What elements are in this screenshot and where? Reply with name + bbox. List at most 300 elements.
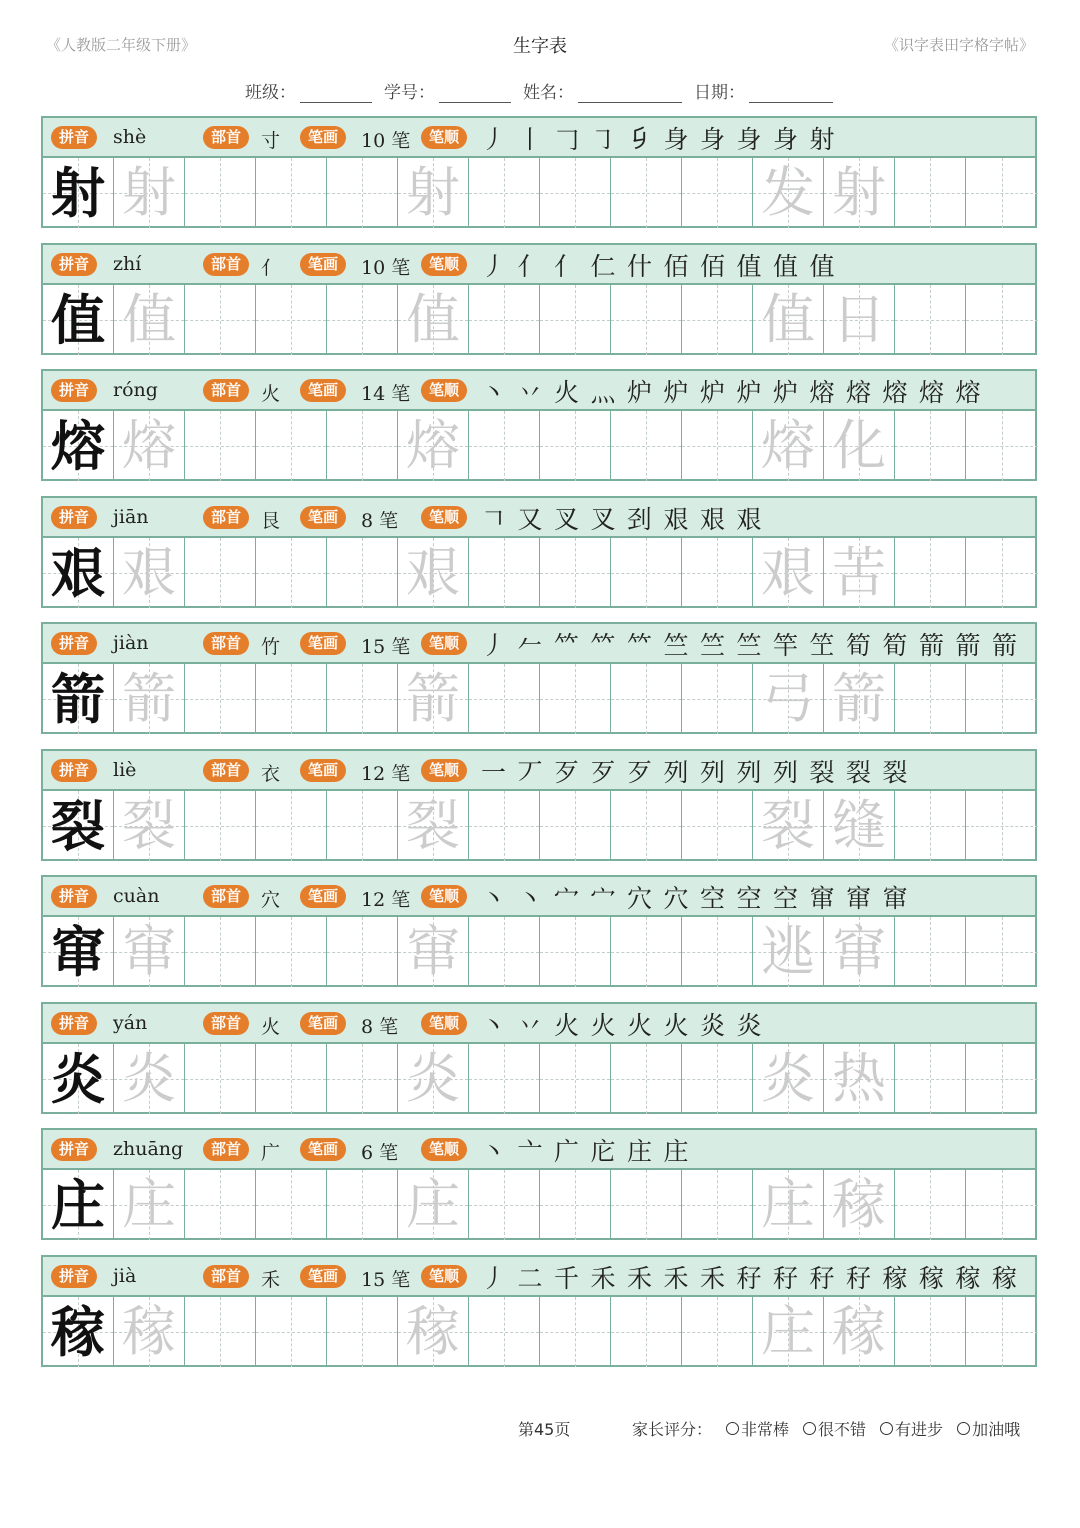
empty-practice-cell[interactable] bbox=[327, 1044, 398, 1114]
trace-character-cell[interactable] bbox=[114, 917, 185, 987]
stroke-order-badge: 笔顺 bbox=[421, 506, 467, 529]
model-character-cell[interactable] bbox=[43, 1170, 114, 1240]
character-glyph: 逃 bbox=[761, 920, 815, 983]
character-glyph: 稼 bbox=[832, 1300, 886, 1363]
stroke-step: 秄 bbox=[773, 1264, 799, 1293]
stroke-step: 𠃌 bbox=[554, 125, 580, 154]
empty-practice-cell[interactable] bbox=[185, 664, 256, 734]
trace-character-cell[interactable] bbox=[398, 411, 469, 481]
character-glyph: 射 bbox=[832, 161, 886, 224]
stroke-step: 射 bbox=[809, 125, 835, 154]
character-glyph: 箭 bbox=[406, 667, 460, 730]
stroke-step: 炉 bbox=[700, 378, 726, 407]
empty-practice-cell[interactable] bbox=[185, 411, 256, 481]
stroke-order-badge: 笔顺 bbox=[421, 759, 467, 782]
stroke-step: 熔 bbox=[809, 378, 835, 407]
empty-practice-cell[interactable] bbox=[682, 664, 753, 734]
character-info-bar bbox=[43, 118, 1035, 158]
empty-practice-cell[interactable] bbox=[966, 917, 1038, 987]
character-glyph: 熔 bbox=[406, 414, 460, 477]
character-glyph: 箭 bbox=[51, 667, 105, 731]
word-character-cell[interactable] bbox=[753, 411, 824, 481]
empty-practice-cell[interactable] bbox=[256, 664, 327, 734]
empty-practice-cell[interactable] bbox=[895, 917, 966, 987]
rating-option-improved[interactable]: 有进步 bbox=[880, 1417, 943, 1440]
word-character-cell[interactable] bbox=[824, 411, 895, 481]
character-glyph: 窜 bbox=[406, 920, 460, 983]
radio-circle-icon bbox=[880, 1422, 893, 1435]
character-glyph: 庄 bbox=[761, 1300, 815, 1363]
empty-practice-cell[interactable] bbox=[256, 411, 327, 481]
word-character-cell[interactable] bbox=[824, 917, 895, 987]
pinyin-value: jià bbox=[113, 1265, 137, 1287]
empty-practice-cell[interactable] bbox=[540, 158, 611, 228]
stroke-step: 仁 bbox=[590, 252, 616, 281]
stroke-order-badge: 笔顺 bbox=[421, 253, 467, 276]
word-character-cell[interactable] bbox=[753, 917, 824, 987]
empty-practice-cell[interactable] bbox=[895, 664, 966, 734]
stroke-step: 列 bbox=[736, 758, 762, 787]
trace-character-cell[interactable] bbox=[398, 664, 469, 734]
stroke-order-badge: 笔顺 bbox=[421, 1138, 467, 1161]
empty-practice-cell[interactable] bbox=[682, 1297, 753, 1367]
stroke-step: 裂 bbox=[882, 758, 908, 787]
empty-practice-cell[interactable] bbox=[540, 1170, 611, 1240]
character-glyph: 炎 bbox=[761, 1047, 815, 1110]
character-glyph: 化 bbox=[832, 414, 886, 477]
trace-character-cell[interactable] bbox=[114, 791, 185, 861]
stroke-step: 叉 bbox=[554, 505, 580, 534]
stroke-step: 火 bbox=[554, 378, 580, 407]
stroke-count-value: 12 笔 bbox=[361, 889, 411, 911]
radical-value: 亻 bbox=[261, 257, 281, 279]
empty-practice-cell[interactable] bbox=[256, 917, 327, 987]
empty-practice-cell[interactable] bbox=[327, 1170, 398, 1240]
character-glyph: 稼 bbox=[832, 1173, 886, 1236]
stroke-step: 箭 bbox=[955, 631, 981, 660]
word-character-cell[interactable] bbox=[824, 791, 895, 861]
rating-option-excellent[interactable]: 非常棒 bbox=[726, 1417, 789, 1440]
empty-practice-cell[interactable] bbox=[469, 917, 540, 987]
character-glyph: 庄 bbox=[406, 1173, 460, 1236]
stroke-count-value: 8 笔 bbox=[361, 510, 399, 532]
trace-character-cell[interactable] bbox=[114, 1044, 185, 1114]
stroke-step: 稼 bbox=[882, 1264, 908, 1293]
stroke-step: 竺 bbox=[736, 631, 762, 660]
character-glyph: 熔 bbox=[122, 414, 176, 477]
stroke-count-badge: 笔画 bbox=[300, 885, 346, 908]
character-glyph: 熔 bbox=[51, 414, 105, 478]
empty-practice-cell[interactable] bbox=[185, 1044, 256, 1114]
empty-practice-cell[interactable] bbox=[327, 538, 398, 608]
date-field[interactable]: 日期： bbox=[694, 78, 833, 103]
character-info-bar bbox=[43, 245, 1035, 285]
trace-character-cell[interactable] bbox=[114, 664, 185, 734]
word-character-cell[interactable] bbox=[753, 1297, 824, 1367]
character-glyph: 艰 bbox=[122, 541, 176, 604]
empty-practice-cell[interactable] bbox=[327, 791, 398, 861]
word-character-cell[interactable] bbox=[753, 1170, 824, 1240]
empty-practice-cell[interactable] bbox=[256, 1297, 327, 1367]
trace-character-cell[interactable] bbox=[398, 917, 469, 987]
character-block bbox=[41, 243, 1037, 355]
character-glyph: 炎 bbox=[51, 1047, 105, 1111]
stroke-step: 丿 bbox=[481, 1264, 507, 1293]
rating-label: 家长评分： bbox=[632, 1420, 713, 1439]
stroke-step: 熔 bbox=[846, 378, 872, 407]
empty-practice-cell[interactable] bbox=[966, 411, 1038, 481]
pinyin-value: zhí bbox=[113, 253, 142, 275]
model-character-cell[interactable] bbox=[43, 411, 114, 481]
empty-practice-cell[interactable] bbox=[540, 285, 611, 355]
stroke-step: 亻 bbox=[517, 252, 543, 281]
empty-practice-cell[interactable] bbox=[185, 1297, 256, 1367]
stroke-step: 丶 bbox=[517, 884, 543, 913]
character-glyph: 弓 bbox=[761, 667, 815, 730]
stroke-step: 空 bbox=[700, 884, 726, 913]
stroke-step: 炉 bbox=[736, 378, 762, 407]
stroke-step: 身 bbox=[700, 125, 726, 154]
character-glyph: 日 bbox=[832, 288, 886, 351]
radical-badge: 部首 bbox=[203, 1138, 249, 1161]
word-character-cell[interactable] bbox=[753, 538, 824, 608]
empty-practice-cell[interactable] bbox=[540, 411, 611, 481]
stroke-step: 灬 bbox=[590, 378, 616, 407]
character-glyph: 炎 bbox=[122, 1047, 176, 1110]
character-glyph: 庄 bbox=[51, 1173, 105, 1237]
empty-practice-cell[interactable] bbox=[256, 1044, 327, 1114]
stroke-step: 稼 bbox=[919, 1264, 945, 1293]
character-glyph: 裂 bbox=[761, 794, 815, 857]
character-block bbox=[41, 622, 1037, 734]
stroke-step: 秄 bbox=[846, 1264, 872, 1293]
pinyin-badge: 拼音 bbox=[51, 759, 97, 782]
trace-character-cell[interactable] bbox=[398, 538, 469, 608]
trace-character-cell[interactable] bbox=[398, 1297, 469, 1367]
model-character-cell[interactable] bbox=[43, 664, 114, 734]
character-glyph: 箭 bbox=[832, 667, 886, 730]
empty-practice-cell[interactable] bbox=[469, 1297, 540, 1367]
character-glyph: 射 bbox=[51, 161, 105, 225]
empty-practice-cell[interactable] bbox=[540, 791, 611, 861]
stroke-count-badge: 笔画 bbox=[300, 126, 346, 149]
character-glyph: 热 bbox=[832, 1047, 886, 1110]
stroke-step: 火 bbox=[663, 1011, 689, 1040]
trace-character-cell[interactable] bbox=[398, 791, 469, 861]
stroke-step: 艰 bbox=[736, 505, 762, 534]
empty-practice-cell[interactable] bbox=[540, 664, 611, 734]
empty-practice-cell[interactable] bbox=[327, 411, 398, 481]
character-block bbox=[41, 496, 1037, 608]
trace-character-cell[interactable] bbox=[114, 1170, 185, 1240]
empty-practice-cell[interactable] bbox=[682, 917, 753, 987]
stroke-count-value: 8 笔 bbox=[361, 1016, 399, 1038]
trace-character-cell[interactable] bbox=[398, 285, 469, 355]
empty-practice-cell[interactable] bbox=[256, 791, 327, 861]
trace-character-cell[interactable] bbox=[114, 411, 185, 481]
model-character-cell[interactable] bbox=[43, 538, 114, 608]
empty-practice-cell[interactable] bbox=[895, 1170, 966, 1240]
empty-practice-cell[interactable] bbox=[469, 1044, 540, 1114]
stroke-step: 炎 bbox=[736, 1011, 762, 1040]
stroke-step: 佰 bbox=[700, 252, 726, 281]
empty-practice-cell[interactable] bbox=[611, 664, 682, 734]
trace-character-cell[interactable] bbox=[398, 1044, 469, 1114]
character-glyph: 箭 bbox=[122, 667, 176, 730]
rating-option-keep-going[interactable]: 加油哦 bbox=[957, 1417, 1020, 1440]
pinyin-badge: 拼音 bbox=[51, 632, 97, 655]
empty-practice-cell[interactable] bbox=[540, 1044, 611, 1114]
class-field[interactable]: 班级： bbox=[245, 78, 372, 103]
empty-practice-cell[interactable] bbox=[895, 411, 966, 481]
stroke-step: 二 bbox=[517, 1264, 543, 1293]
radical-badge: 部首 bbox=[203, 1012, 249, 1035]
stroke-step: 丶 bbox=[481, 884, 507, 913]
character-info-bar bbox=[43, 498, 1035, 538]
empty-practice-cell[interactable] bbox=[611, 285, 682, 355]
stroke-order-sequence bbox=[481, 1259, 1029, 1295]
radical-value: 火 bbox=[261, 383, 281, 405]
stroke-step: 𠂉 bbox=[517, 631, 543, 660]
stroke-order-badge: 笔顺 bbox=[421, 379, 467, 402]
empty-practice-cell[interactable] bbox=[682, 158, 753, 228]
empty-practice-cell[interactable] bbox=[256, 285, 327, 355]
empty-practice-cell[interactable] bbox=[611, 791, 682, 861]
empty-practice-cell[interactable] bbox=[611, 538, 682, 608]
empty-practice-cell[interactable] bbox=[540, 1297, 611, 1367]
radical-value: 穴 bbox=[261, 889, 281, 911]
tianzige-grid bbox=[43, 411, 1035, 481]
empty-practice-cell[interactable] bbox=[469, 1170, 540, 1240]
stroke-count-badge: 笔画 bbox=[300, 1012, 346, 1035]
character-glyph: 庄 bbox=[122, 1173, 176, 1236]
model-character-cell[interactable] bbox=[43, 1044, 114, 1114]
character-glyph: 庄 bbox=[761, 1173, 815, 1236]
radical-badge: 部首 bbox=[203, 126, 249, 149]
word-character-cell[interactable] bbox=[824, 1297, 895, 1367]
character-info-bar bbox=[43, 751, 1035, 791]
student-number-field[interactable]: 学号： bbox=[384, 78, 511, 103]
stroke-step: 空 bbox=[736, 884, 762, 913]
pinyin-badge: 拼音 bbox=[51, 126, 97, 149]
word-character-cell[interactable] bbox=[753, 791, 824, 861]
empty-practice-cell[interactable] bbox=[611, 917, 682, 987]
empty-practice-cell[interactable] bbox=[327, 1297, 398, 1367]
model-character-cell[interactable] bbox=[43, 285, 114, 355]
character-glyph: 炎 bbox=[406, 1047, 460, 1110]
radical-value: 火 bbox=[261, 1016, 281, 1038]
character-block bbox=[41, 369, 1037, 481]
empty-practice-cell[interactable] bbox=[895, 538, 966, 608]
stroke-step: 丷 bbox=[517, 1011, 543, 1040]
stroke-step: 筍 bbox=[846, 631, 872, 660]
empty-practice-cell[interactable] bbox=[469, 158, 540, 228]
empty-practice-cell[interactable] bbox=[469, 664, 540, 734]
empty-practice-cell[interactable] bbox=[185, 538, 256, 608]
stroke-step: 什 bbox=[627, 252, 653, 281]
stroke-step: 炉 bbox=[663, 378, 689, 407]
empty-practice-cell[interactable] bbox=[256, 1170, 327, 1240]
header-left-label: 《人教版二年级下册》 bbox=[46, 36, 197, 54]
model-character-cell[interactable] bbox=[43, 158, 114, 228]
character-glyph: 稼 bbox=[122, 1300, 176, 1363]
stroke-step: 千 bbox=[554, 1264, 580, 1293]
radio-circle-icon bbox=[803, 1422, 816, 1435]
empty-practice-cell[interactable] bbox=[895, 1297, 966, 1367]
empty-practice-cell[interactable] bbox=[611, 1297, 682, 1367]
empty-practice-cell[interactable] bbox=[966, 538, 1038, 608]
stroke-step: 穴 bbox=[663, 884, 689, 913]
stroke-step: 𥫗 bbox=[590, 631, 616, 660]
pinyin-value: jiàn bbox=[113, 632, 149, 654]
word-character-cell[interactable] bbox=[824, 285, 895, 355]
empty-practice-cell[interactable] bbox=[682, 411, 753, 481]
empty-practice-cell[interactable] bbox=[966, 664, 1038, 734]
stroke-order-sequence bbox=[481, 120, 846, 156]
stroke-step: 炉 bbox=[773, 378, 799, 407]
empty-practice-cell[interactable] bbox=[682, 1044, 753, 1114]
empty-practice-cell[interactable] bbox=[256, 158, 327, 228]
stroke-step: 禾 bbox=[627, 1264, 653, 1293]
empty-practice-cell[interactable] bbox=[611, 1044, 682, 1114]
stroke-count-value: 12 笔 bbox=[361, 763, 411, 785]
empty-practice-cell[interactable] bbox=[682, 1170, 753, 1240]
stroke-order-badge: 笔顺 bbox=[421, 885, 467, 908]
empty-practice-cell[interactable] bbox=[895, 791, 966, 861]
empty-practice-cell[interactable] bbox=[966, 285, 1038, 355]
stroke-step: 𠂎 bbox=[627, 123, 653, 153]
empty-practice-cell[interactable] bbox=[327, 664, 398, 734]
stroke-step: 秄 bbox=[809, 1264, 835, 1293]
trace-character-cell[interactable] bbox=[114, 158, 185, 228]
empty-practice-cell[interactable] bbox=[540, 538, 611, 608]
empty-practice-cell[interactable] bbox=[611, 411, 682, 481]
empty-practice-cell[interactable] bbox=[682, 538, 753, 608]
character-glyph: 艰 bbox=[761, 541, 815, 604]
stroke-step: 佰 bbox=[663, 252, 689, 281]
word-character-cell[interactable] bbox=[824, 664, 895, 734]
pinyin-value: zhuāng bbox=[113, 1138, 184, 1160]
stroke-step: 丶 bbox=[481, 378, 507, 407]
model-character-cell[interactable] bbox=[43, 917, 114, 987]
empty-practice-cell[interactable] bbox=[469, 411, 540, 481]
stroke-step: 身 bbox=[773, 125, 799, 154]
word-character-cell[interactable] bbox=[753, 285, 824, 355]
empty-practice-cell[interactable] bbox=[185, 917, 256, 987]
stroke-step: 艰 bbox=[700, 505, 726, 534]
model-character-cell[interactable] bbox=[43, 791, 114, 861]
stroke-step: 熔 bbox=[882, 378, 908, 407]
empty-practice-cell[interactable] bbox=[966, 1044, 1038, 1114]
empty-practice-cell[interactable] bbox=[611, 1170, 682, 1240]
stroke-order-sequence bbox=[481, 1006, 773, 1042]
word-character-cell[interactable] bbox=[824, 158, 895, 228]
empty-practice-cell[interactable] bbox=[682, 791, 753, 861]
radical-badge: 部首 bbox=[203, 253, 249, 276]
page-title: 生字表 bbox=[513, 36, 567, 57]
stroke-step: 禾 bbox=[663, 1264, 689, 1293]
empty-practice-cell[interactable] bbox=[327, 285, 398, 355]
word-character-cell[interactable] bbox=[753, 664, 824, 734]
empty-practice-cell[interactable] bbox=[966, 1170, 1038, 1240]
empty-practice-cell[interactable] bbox=[327, 917, 398, 987]
stroke-order-sequence bbox=[481, 626, 1029, 662]
name-field[interactable]: 姓名： bbox=[523, 78, 682, 103]
empty-practice-cell[interactable] bbox=[682, 285, 753, 355]
stroke-step: 一 bbox=[481, 758, 507, 787]
empty-practice-cell[interactable] bbox=[185, 285, 256, 355]
empty-practice-cell[interactable] bbox=[256, 538, 327, 608]
empty-practice-cell[interactable] bbox=[611, 158, 682, 228]
character-info-bar bbox=[43, 624, 1035, 664]
stroke-step: 箭 bbox=[919, 631, 945, 660]
character-glyph: 艰 bbox=[51, 541, 105, 605]
character-glyph: 裂 bbox=[51, 794, 105, 858]
trace-character-cell[interactable] bbox=[398, 158, 469, 228]
empty-practice-cell[interactable] bbox=[966, 158, 1038, 228]
model-character-cell[interactable] bbox=[43, 1297, 114, 1367]
character-block bbox=[41, 1128, 1037, 1240]
stroke-step: 丷 bbox=[517, 378, 543, 407]
word-character-cell[interactable] bbox=[824, 1170, 895, 1240]
trace-character-cell[interactable] bbox=[114, 285, 185, 355]
trace-character-cell[interactable] bbox=[398, 1170, 469, 1240]
stroke-step: 稼 bbox=[992, 1264, 1018, 1293]
character-glyph: 值 bbox=[761, 288, 815, 351]
stroke-order-sequence bbox=[481, 500, 773, 536]
stroke-step: 身 bbox=[736, 125, 762, 154]
empty-practice-cell[interactable] bbox=[469, 538, 540, 608]
student-info bbox=[245, 78, 845, 103]
stroke-step: 熔 bbox=[919, 378, 945, 407]
character-glyph: 裂 bbox=[122, 794, 176, 857]
empty-practice-cell[interactable] bbox=[469, 791, 540, 861]
empty-practice-cell[interactable] bbox=[185, 158, 256, 228]
empty-practice-cell[interactable] bbox=[185, 791, 256, 861]
word-character-cell[interactable] bbox=[824, 1044, 895, 1114]
empty-practice-cell[interactable] bbox=[185, 1170, 256, 1240]
character-info-bar bbox=[43, 877, 1035, 917]
empty-practice-cell[interactable] bbox=[895, 285, 966, 355]
empty-practice-cell[interactable] bbox=[895, 1044, 966, 1114]
stroke-step: 火 bbox=[590, 1011, 616, 1040]
empty-practice-cell[interactable] bbox=[966, 791, 1038, 861]
word-character-cell[interactable] bbox=[824, 538, 895, 608]
character-glyph: 值 bbox=[51, 288, 105, 352]
rating-option-good[interactable]: 很不错 bbox=[803, 1417, 866, 1440]
stroke-order-badge: 笔顺 bbox=[421, 1265, 467, 1288]
trace-character-cell[interactable] bbox=[114, 538, 185, 608]
stroke-order-sequence bbox=[481, 879, 919, 915]
empty-practice-cell[interactable] bbox=[540, 917, 611, 987]
stroke-count-badge: 笔画 bbox=[300, 1265, 346, 1288]
character-glyph: 稼 bbox=[51, 1300, 105, 1364]
pinyin-badge: 拼音 bbox=[51, 506, 97, 529]
tianzige-grid bbox=[43, 791, 1035, 861]
empty-practice-cell[interactable] bbox=[966, 1297, 1038, 1367]
stroke-step: 刭 bbox=[627, 505, 653, 534]
word-character-cell[interactable] bbox=[753, 1044, 824, 1114]
word-character-cell[interactable] bbox=[753, 158, 824, 228]
empty-practice-cell[interactable] bbox=[895, 158, 966, 228]
character-block bbox=[41, 116, 1037, 228]
stroke-order-sequence bbox=[481, 753, 919, 789]
character-block bbox=[41, 1255, 1037, 1367]
trace-character-cell[interactable] bbox=[114, 1297, 185, 1367]
empty-practice-cell[interactable] bbox=[469, 285, 540, 355]
stroke-step: 亠 bbox=[517, 1137, 543, 1166]
empty-practice-cell[interactable] bbox=[327, 158, 398, 228]
